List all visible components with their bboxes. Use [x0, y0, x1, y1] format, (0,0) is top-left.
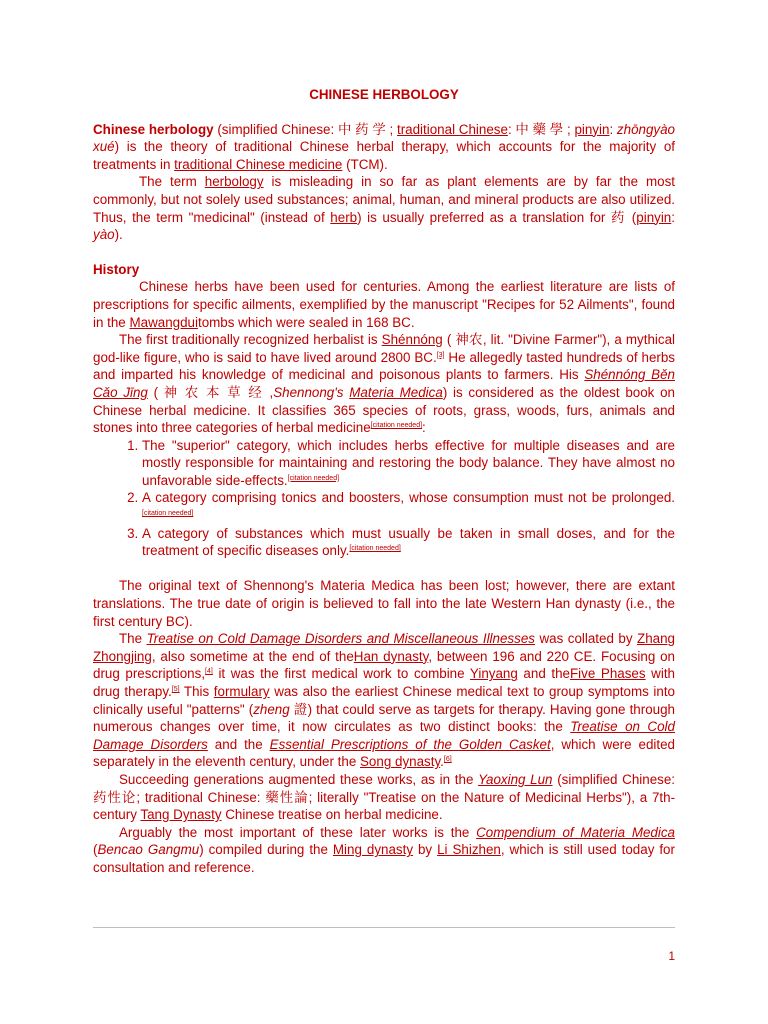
categories-list: [93, 437, 675, 560]
pinyin-link[interactable]: pinyin: [574, 121, 610, 137]
pinyin-term: zhōngyào xué: [93, 121, 675, 155]
original-text-paragraph: The original text of Shennong's Materia Medica has been lost; however, there are extant translations. The true date of origin is believed to fall into the late Western Han dynasty (i.e., the first century BC).: [93, 578, 675, 629]
shennong-link[interactable]: Shénnóng: [381, 332, 443, 348]
ming-dynasty-link[interactable]: Ming dynasty: [332, 842, 414, 858]
document-title: CHINESE HERBOLOGY: [309, 87, 459, 102]
history-heading: History: [93, 261, 140, 277]
yinyang-link[interactable]: Yinyang: [469, 666, 518, 682]
citation-4-link[interactable]: [4]: [205, 668, 213, 676]
zhang-zhongjing-link[interactable]: Zhang Zhongjing: [93, 631, 675, 664]
citation-needed-link[interactable]: [citation needed]: [142, 510, 194, 518]
pinyin-link-2[interactable]: pinyin: [636, 209, 672, 225]
materia-medica-link[interactable]: Materia Medica: [349, 384, 443, 400]
traditional-chinese-link[interactable]: traditional Chinese: [396, 121, 508, 137]
intro-lead: Chinese herbology: [93, 121, 214, 137]
citation-needed-link[interactable]: [citation needed]: [349, 545, 401, 553]
citation-3-link[interactable]: [3]: [436, 351, 445, 359]
essential-prescriptions-link[interactable]: Essential Prescriptions of the Golden Casket: [269, 736, 551, 752]
herbology-link[interactable]: herbology: [204, 174, 264, 190]
citation-5-link[interactable]: [5]: [171, 686, 180, 693]
citation-6-link[interactable]: [6]: [443, 756, 452, 764]
list-item: 1. The "superior" category, which includes herbs effective for multiple diseases and are mostly responsible for maintaining and restoring the body balance. They have almost no unfavorable side-effects.[citation needed]: [142, 437, 675, 490]
treatise-link[interactable]: Treatise on Cold Damage Disorders and Miscellaneous Illnesses: [146, 631, 535, 647]
page-number: 1: [668, 949, 675, 963]
han-dynasty-link[interactable]: Han dynasty: [353, 648, 429, 664]
citation-needed-link[interactable]: [citation needed]: [370, 422, 423, 430]
list-item: 3. A category of substances which must usually be taken in small doses, and for the treatment of specific diseases only.[citation needed]: [142, 525, 675, 560]
intro-paragraph: Chinese herbology (simplified Chinese: 中 药 学 ; traditional Chinese: 中 藥 學 ; pinyin: zhōngyào xué) is the theory of traditional Chinese herbal therapy, which accounts for the majority of treatments in traditional Chinese medicine (TCM).: [93, 121, 675, 172]
mawangdui-link[interactable]: Mawangdui: [129, 314, 198, 330]
citation-needed-link[interactable]: [citation needed]: [287, 474, 340, 482]
treatise-paragraph: The Treatise on Cold Damage Disorders and Miscellaneous Illnesses was collated by Zhang Zhongjing, also sometime at the end of theHan dynasty, between 196 and 220 CE. Focusing on drug prescriptions,[4] it was the first medical work to combine Yinyang and theFive Phases with drug therapy.[5] This formulary was also the earliest Chinese medical text to group symptoms into clinically useful "patterns" (zheng 證) that could serve as targets for therapy. Having gone through numerous changes over time, it now circulates as two distinct books: the Treatise on Cold Damage Disorders and the Essential Prescriptions of the Golden Casket, which were edited separately in the eleventh century, under the Song dynasty.[6]: [93, 631, 676, 770]
compendium-link[interactable]: Compendium of Materia Medica: [476, 824, 675, 840]
arguably-paragraph: Arguably the most important of these later works is the Compendium of Materia Medica (Bencao Gangmu) compiled during the Ming dynasty by Li Shizhen, which is still used today for consultation and reference.: [93, 824, 675, 875]
five-phases-link[interactable]: Five Phases: [570, 666, 646, 682]
tcm-link[interactable]: traditional Chinese medicine: [174, 156, 343, 172]
list-item: 2. A category comprising tonics and boosters, whose consumption must not be prolonged.[citation needed]: [142, 489, 675, 524]
history-paragraph-2: The first traditionally recognized herbalist is Shénnóng ( 神农, lit. "Divine Farmer"), a mythical god-like figure, who is said to have lived around 2800 BC.[3] He allegedly tasted hundreds of herbs and imparted his knowledge of medicinal and poisonous plants to farmers. His Shénnóng Běn Cǎo Jīng ( 神 农 本 草 经 ,Shennong's Materia Medica) is considered as the oldest book on Chinese herbal medicine. It classifies 365 species of roots, grass, woods, furs, animals and stones into three categories of herbal medicine[citation needed]:: [93, 332, 675, 436]
tang-dynasty-link[interactable]: Tang Dynasty: [140, 807, 222, 823]
cold-damage-link[interactable]: Treatise on Cold Damage Disorders: [93, 719, 675, 752]
li-shizhen-link[interactable]: Li Shizhen: [437, 842, 501, 858]
succeeding-paragraph: Succeeding generations augmented these works, as in the Yaoxing Lun (simplified Chinese: 药性论; traditional Chinese: 藥性論; literally "Treatise on the Nature of Medicinal Herbs"), a 7th-century Tang Dynasty Chinese treatise on herbal medicine.: [93, 771, 676, 823]
shennong-bencao-jing-link[interactable]: Shénnóng Běn Cǎo Jīng: [93, 367, 675, 400]
formulary-link[interactable]: formulary: [213, 684, 270, 699]
traditional-chinese-term: 中 藥 學: [515, 121, 564, 137]
herb-link[interactable]: herb: [330, 209, 358, 225]
term-paragraph: The term herbology is misleading in so far as plant elements are by far the most commonly, but not solely used substances; animal, human, and mineral products are also utilized. Thus, the term "medicinal" (instead of herb) is usually preferred as a translation for 药 (pinyin: yào).: [93, 174, 675, 243]
footer-divider: [93, 927, 675, 928]
document-page: [93, 86, 675, 877]
history-paragraph-1: Chinese herbs have been used for centuries. Among the earliest literature are lists of prescriptions for specific ailments, exemplified by the manuscript "Recipes for 52 Ailments", found in the Mawangduitombs which were sealed in 168 BC.: [93, 279, 675, 330]
song-dynasty-link[interactable]: Song dynasty: [360, 754, 441, 770]
yaoxing-lun-link[interactable]: Yaoxing Lun: [478, 771, 553, 787]
simplified-chinese-term: 中 药 学: [337, 121, 386, 137]
